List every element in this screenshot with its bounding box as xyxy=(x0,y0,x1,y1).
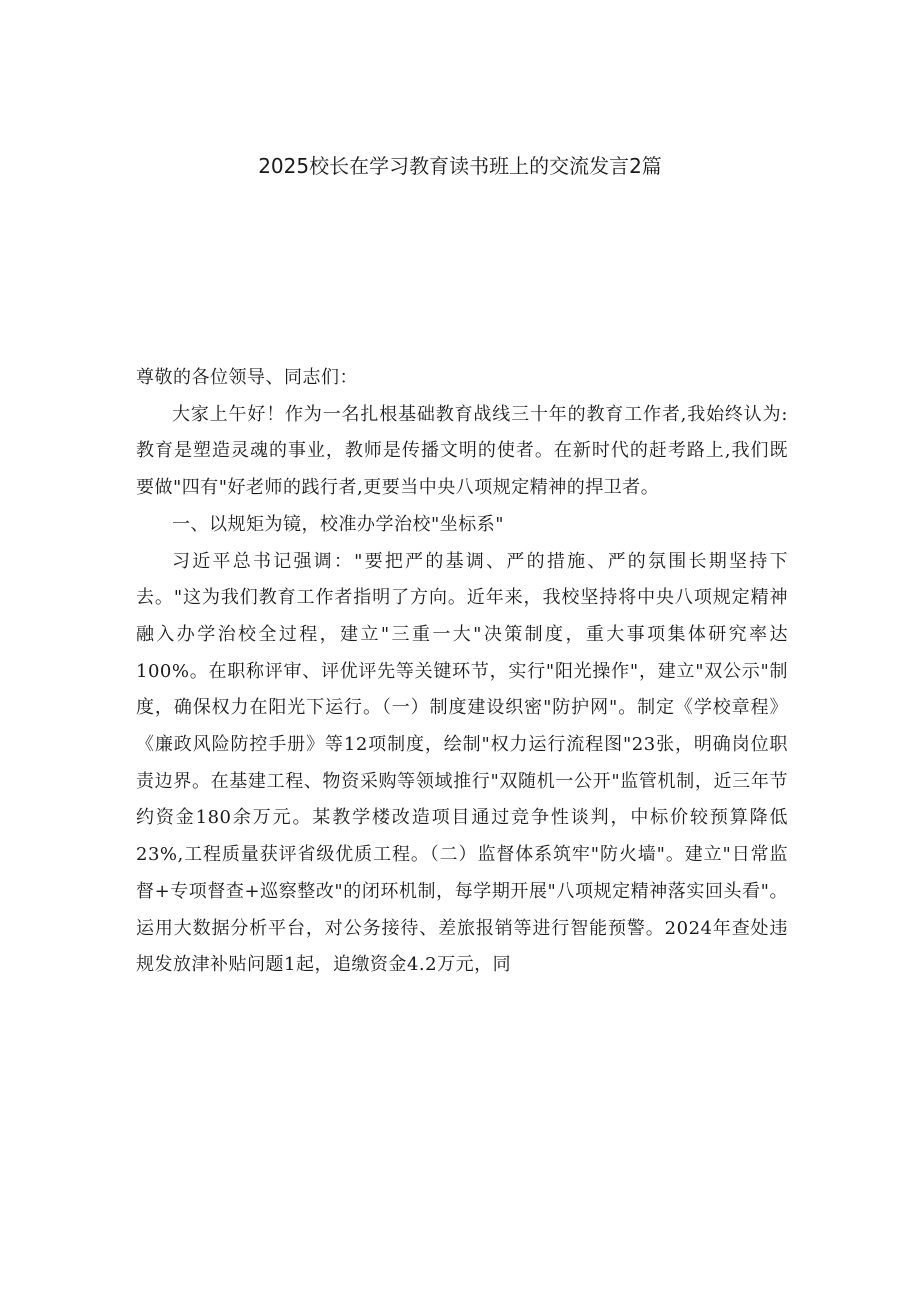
salutation: 尊敬的各位领导、同志们： xyxy=(136,367,358,388)
paragraph-greeting: 大家上午好！作为一名扎根基础教育战线三十年的教育工作者,我始终认为:教育是塑造灵魂的事业，教师是传播文明的使者。在新时代的赶考路上,我们既要做"四有"好老师的践行者,更要当中央八项规定精神的捍卫者。 xyxy=(136,403,788,499)
document-body xyxy=(136,360,788,984)
paragraph-section-1: 习近平总书记强调："要把严的基调、严的措施、严的氛围长期坚持下去。"这为我们教育工作者指明了方向。近年来，我校坚持将中央八项规定精神融入办学治校全过程，建立"三重一大"决策制度，重大事项集体研究率达100%。在职称评审、评优评先等关键环节，实行"阳光操作"，建立"双公示"制度，确保权力在阳光下运行。（一）制度建设织密"防护网"。制定《学校章程》《廉政风险防控手册》等12项制度，绘制"权力运行流程图"23张，明确岗位职责边界。在基建工程、物资采购等领域推行"双随机一公开"监管机制，近三年节约资金180余万元。某教学楼改造项目通过竞争性谈判，中标价较预算降低23%,工程质量获评省级优质工程。（二）监督体系筑牢"防火墙"。建立"日常监督+专项督查+巡察整改"的闭环机制，每学期开展"八项规定精神落实回头看"。运用大数据分析平台，对公务接待、差旅报销等进行智能预警。2024年查处违规发放津补贴问题1起，追缴资金4.2万元，同 xyxy=(136,550,788,976)
document-title: 2025校长在学习教育读书班上的交流发言2篇 xyxy=(258,154,662,178)
section-heading-1: 一、以规矩为镜，校准办学治校"坐标系" xyxy=(172,513,505,535)
